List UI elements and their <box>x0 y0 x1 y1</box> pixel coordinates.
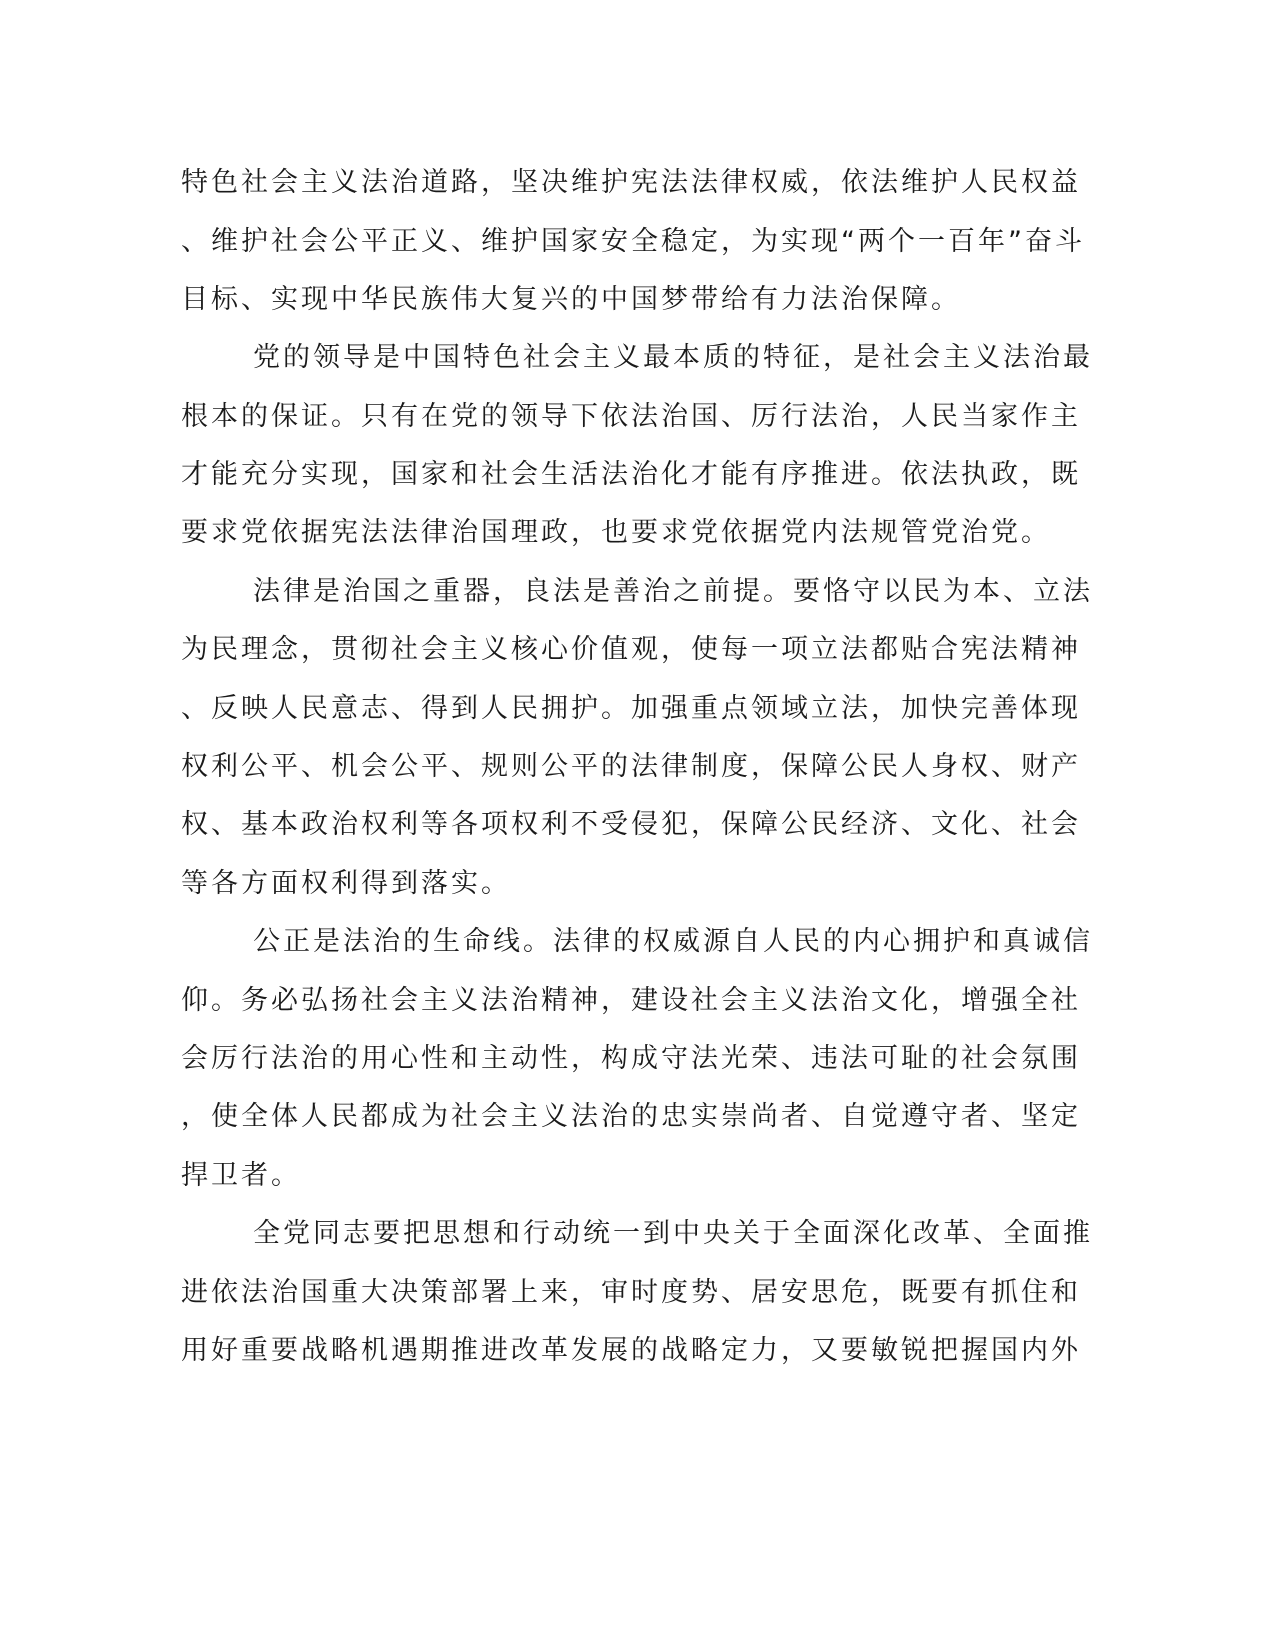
text-line: ，使全体人民都成为社会主义法治的忠实崇尚者、自觉遵守者、坚定 <box>181 1101 1081 1132</box>
text-line: 会厉行法治的用心性和主动性，构成守法光荣、违法可耻的社会氛围 <box>181 1043 1081 1074</box>
text-line: 特色社会主义法治道路，坚决维护宪法法律权威，依法维护人民权益 <box>181 167 1081 198</box>
text-line: 、维护社会公平正义、维护国家安全稳定，为实现“两个一百年”奋斗 <box>181 226 1085 257</box>
paragraph-first-line: 公正是法治的生命线。法律的权威源自人民的内心拥护和真诚信 <box>253 926 1093 957</box>
text-line: 要求党依据宪法法律治国理政，也要求党依据党内法规管党治党。 <box>181 517 1051 548</box>
paragraph-first-line: 法律是治国之重器，良法是善治之前提。要恪守以民为本、立法 <box>253 576 1093 607</box>
text-line: 权、基本政治权利等各项权利不受侵犯，保障公民经济、文化、社会 <box>181 809 1081 840</box>
text-line: 根本的保证。只有在党的领导下依法治国、厉行法治，人民当家作主 <box>181 401 1081 432</box>
text-line: 为民理念，贯彻社会主义核心价值观，使每一项立法都贴合宪法精神 <box>181 634 1081 665</box>
text-line: 权利公平、机会公平、规则公平的法律制度，保障公民人身权、财产 <box>181 751 1081 782</box>
text-line: 等各方面权利得到落实。 <box>181 868 511 899</box>
text-line: 才能充分实现，国家和社会生活法治化才能有序推进。依法执政，既 <box>181 459 1081 490</box>
text-line: 进依法治国重大决策部署上来，审时度势、居安思危，既要有抓住和 <box>181 1277 1081 1308</box>
text-line: 、反映人民意志、得到人民拥护。加强重点领域立法，加快完善体现 <box>181 693 1081 724</box>
paragraph-first-line: 全党同志要把思想和行动统一到中央关于全面深化改革、全面推 <box>253 1218 1093 1249</box>
paragraph-first-line: 党的领导是中国特色社会主义最本质的特征，是社会主义法治最 <box>253 342 1093 373</box>
text-line: 仰。务必弘扬社会主义法治精神，建设社会主义法治文化，增强全社 <box>181 985 1081 1016</box>
text-line: 目标、实现中华民族伟大复兴的中国梦带给有力法治保障。 <box>181 284 961 315</box>
text-line: 捍卫者。 <box>181 1160 301 1191</box>
text-line: 用好重要战略机遇期推进改革发展的战略定力，又要敏锐把握国内外 <box>181 1335 1081 1366</box>
